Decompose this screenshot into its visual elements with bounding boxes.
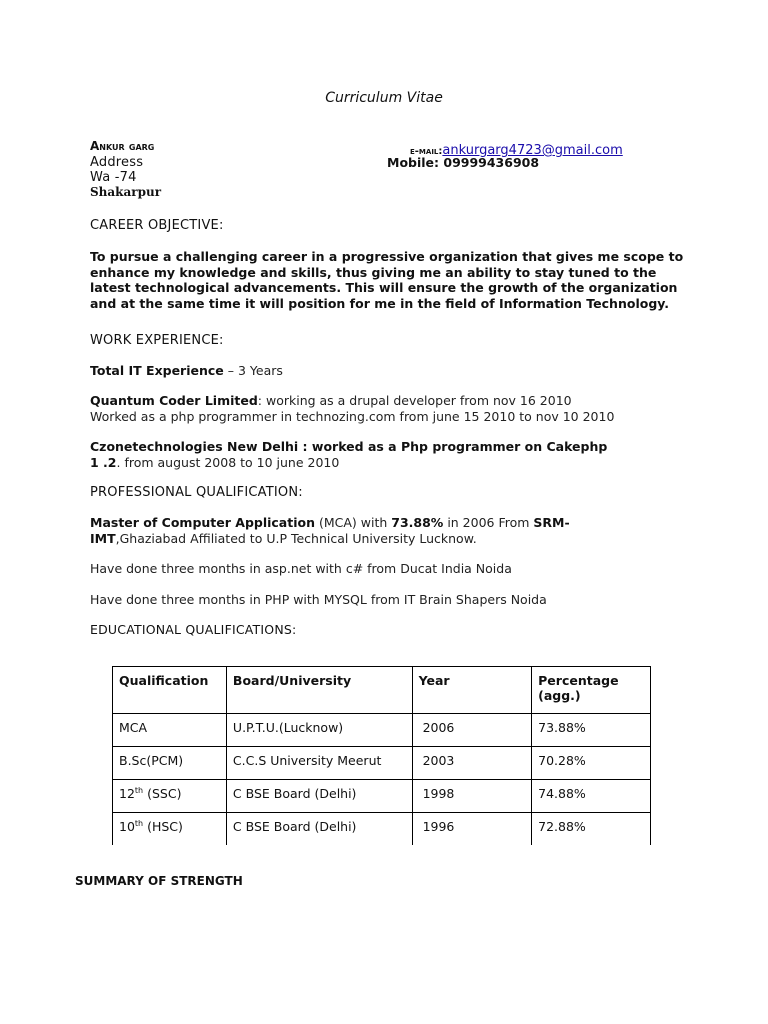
header-percentage-sub: (agg.) bbox=[538, 688, 581, 703]
job-1-company: Quantum Coder Limited bbox=[90, 393, 258, 408]
document-title: Curriculum Vitae bbox=[325, 90, 443, 106]
cell-percentage: 72.88% bbox=[532, 813, 651, 846]
table-row bbox=[113, 747, 651, 780]
address-line-2: Shakarpur bbox=[90, 185, 162, 199]
table-row bbox=[113, 714, 651, 747]
cell-percentage: 73.88% bbox=[532, 714, 651, 747]
header-qualification: Qualification bbox=[113, 667, 227, 714]
header-board: Board/University bbox=[226, 667, 412, 714]
mca-title: Master of Computer Application bbox=[90, 515, 315, 530]
table-row bbox=[113, 780, 651, 813]
header-percentage bbox=[532, 667, 651, 714]
mca-abbr: (MCA) with bbox=[315, 515, 392, 530]
total-experience-value: – 3 Years bbox=[223, 363, 283, 378]
address-line-1: Wa -74 bbox=[90, 170, 137, 185]
job-2-version: 1 .2 bbox=[90, 455, 117, 470]
header-percentage-label: Percentage bbox=[538, 673, 619, 688]
qualification-ordinal: th bbox=[134, 786, 144, 795]
qualification-number: 10 bbox=[119, 819, 135, 835]
mca-year: in 2006 From bbox=[443, 515, 534, 530]
cell-year: 2003 bbox=[412, 747, 532, 780]
cell-percentage: 74.88% bbox=[532, 780, 651, 813]
career-objective-heading: CAREER OBJECTIVE: bbox=[90, 218, 224, 233]
cell-qualification bbox=[113, 780, 227, 813]
email-label: e-mail: bbox=[410, 146, 443, 157]
address-label: Address bbox=[90, 155, 144, 170]
job-2-dates: . from august 2008 to 10 june 2010 bbox=[116, 455, 340, 470]
cell-qualification: MCA bbox=[113, 714, 227, 747]
total-experience-label: Total IT Experience bbox=[90, 363, 224, 378]
cell-qualification: B.Sc(PCM) bbox=[113, 747, 227, 780]
education-table bbox=[112, 666, 651, 845]
cell-board: U.P.T.U.(Lucknow) bbox=[226, 714, 412, 747]
job-1-line-2: Worked as a php programmer in technozing.com from june 15 2010 to nov 10 2010 bbox=[90, 409, 615, 424]
mca-percent: 73.88% bbox=[391, 515, 444, 530]
career-objective-text: To pursue a challenging career in a progressive organization that gives me scope to enhance my knowledge and skills, thus giving me an ability to stay tuned to the latest technological advancements. This will ensure the growth of the organization and at the same time it will position for me in the field of Information Technology. bbox=[90, 249, 684, 311]
qualification-ordinal: th bbox=[134, 819, 144, 828]
mca-institute-part-2: IMT bbox=[90, 531, 116, 546]
work-experience-heading: WORK EXPERIENCE: bbox=[90, 333, 224, 348]
professional-qualification-heading: PROFESSIONAL QUALIFICATION: bbox=[90, 485, 303, 500]
course-2: Have done three months in PHP with MYSQL from IT Brain Shapers Noida bbox=[90, 592, 547, 607]
course-1: Have done three months in asp.net with c# from Ducat India Noida bbox=[90, 561, 512, 576]
mca-institute-part-1: SRM- bbox=[533, 515, 570, 530]
qualification-suffix: (SSC) bbox=[143, 786, 182, 802]
cell-percentage: 70.28% bbox=[532, 747, 651, 780]
job-2-line-2 bbox=[90, 455, 339, 470]
cell-board: C.C.S University Meerut bbox=[226, 747, 412, 780]
email-link[interactable]: ankurgarg4723@gmail.com bbox=[442, 143, 623, 158]
mobile-number: Mobile: 09999436908 bbox=[387, 155, 540, 170]
job-1-detail: : working as a drupal developer from nov 16 2010 bbox=[257, 393, 572, 408]
cell-qualification bbox=[113, 813, 227, 846]
mca-affiliation: ,Ghaziabad Affiliated to U.P Technical University Lucknow. bbox=[115, 531, 477, 546]
mca-line-2 bbox=[90, 531, 477, 546]
cell-year: 1998 bbox=[412, 780, 532, 813]
header-year: Year bbox=[412, 667, 532, 714]
educational-qualifications-heading: EDUCATIONAL QUALIFICATIONS: bbox=[90, 622, 297, 637]
total-experience bbox=[90, 363, 283, 378]
mca-line-1 bbox=[90, 515, 570, 530]
qualification-number: 12 bbox=[119, 786, 135, 802]
qualification-suffix: (HSC) bbox=[143, 819, 183, 835]
job-2-line-1: Czonetechnologies New Delhi : worked as a Php programmer on Cakephp bbox=[90, 439, 608, 454]
table-row bbox=[113, 813, 651, 846]
job-1 bbox=[90, 393, 572, 408]
cell-year: 2006 bbox=[412, 714, 532, 747]
table-header-row bbox=[113, 667, 651, 714]
cell-board: C BSE Board (Delhi) bbox=[226, 780, 412, 813]
summary-of-strength-heading: SUMMARY OF STRENGTH bbox=[75, 874, 243, 888]
cell-year: 1996 bbox=[412, 813, 532, 846]
candidate-name: Ankur garg bbox=[90, 139, 155, 153]
cell-board: C BSE Board (Delhi) bbox=[226, 813, 412, 846]
